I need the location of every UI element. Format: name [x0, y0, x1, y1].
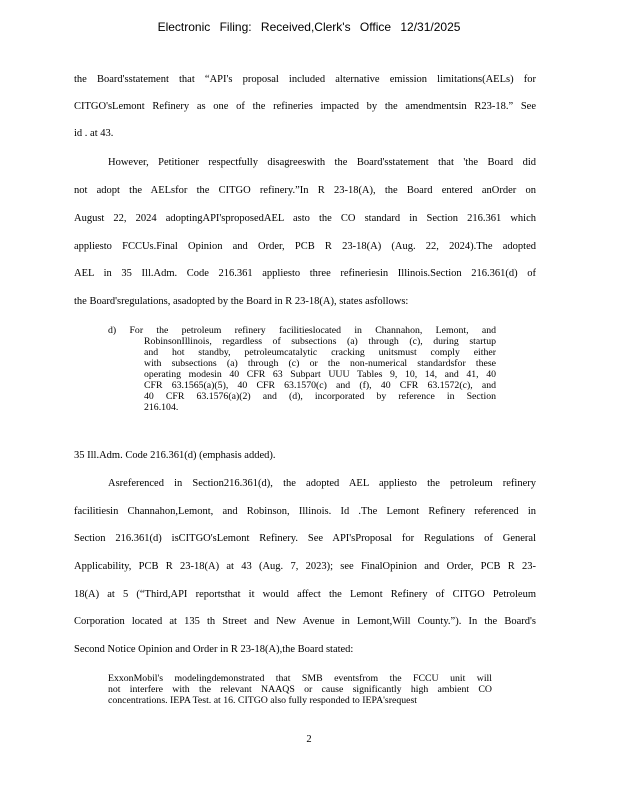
block-quote-line: with subsections (a) through (c) or the non-numerical standardsfor these	[144, 358, 496, 369]
filing-header: Electronic Filing: Received,Clerk's Office 12/31/2025	[157, 20, 461, 34]
block-quote-line: concentrations. IEPA Test. at 16. CITGO also fully responded to IEPA'srequest	[108, 695, 418, 706]
block-quote-line: 216.104.	[144, 402, 179, 413]
body-line: id . at 43.	[74, 128, 114, 139]
block-quote-line: not interfere with the relevant NAAQS or cause significantly high ambient CO	[108, 684, 492, 695]
body-line: 18(A) at 5 (“Third,API reportsthat it would affect the Lemont Refinery of CITGO Petroleum	[74, 589, 536, 600]
page-number: 2	[306, 734, 312, 745]
body-line: Asreferenced in Section216.361(d), the adopted AEL appliesto the petroleum refinery	[108, 478, 536, 489]
body-line: Second Notice Opinion and Order in R 23-18(A),the Board stated:	[74, 644, 354, 655]
body-line: Corporation located at 135 th Street and New Avenue in Lemont,Will County.”). In the Board's	[74, 616, 536, 627]
block-quote-line: ExxonMobil's modelingdemonstrated that SMB eventsfrom the FCCU unit will	[108, 673, 492, 684]
block-quote-line: and hot standby, petroleumcatalytic cracking unitsmust comply either	[144, 347, 496, 358]
block-quote-line: RobinsonIllinois, regardless of subsections (a) through (c), during startup	[144, 336, 496, 347]
body-line: August 22, 2024 adoptingAPI'sproposedAEL asto the CO standard in Section 216.361 which	[74, 213, 536, 224]
body-line: Applicability, PCB R 23-18(A) at 43 (Aug. 7, 2023); see FinalOpinion and Order, PCB R 23-	[74, 561, 536, 572]
body-line: the Board'sstatement that “API's proposal included alternative emission limitations(AELs) for	[74, 74, 536, 85]
body-line: AEL in 35 Ill.Adm. Code 216.361 appliesto three refineriesin Illinois.Section 216.361(d) of	[74, 268, 536, 279]
block-quote-line: 40 CFR 63.1576(a)(2) and (d), incorporated by reference in Section	[144, 391, 496, 402]
body-line: the Board'sregulations, asadopted by the Board in R 23-18(A), states asfollows:	[74, 296, 409, 307]
body-line: However, Petitioner respectfully disagreeswith the Board'sstatement that 'the Board did	[108, 157, 536, 168]
citation-line: 35 Ill.Adm. Code 216.361(d) (emphasis added).	[74, 450, 276, 461]
block-quote-line: operating modesin 40 CFR 63 Subpart UUU Tables 9, 10, 14, and 41, 40	[144, 369, 496, 380]
body-line: not adopt the AELsfor the CITGO refinery.”In R 23-18(A), the Board entered anOrder on	[74, 185, 536, 196]
body-line: CITGO'sLemont Refinery as one of the refineries impacted by the amendmentsin R23-18.” See	[74, 101, 536, 112]
block-quote-line: CFR 63.1565(a)(5), 40 CFR 63.1570(c) and (f), 40 CFR 63.1572(c), and	[144, 380, 496, 391]
body-line: appliesto FCCUs.Final Opinion and Order, PCB R 23-18(A) (Aug. 22, 2024).The adopted	[74, 241, 536, 252]
body-line: Section 216.361(d) isCITGO'sLemont Refinery. See API'sProposal for Regulations of General	[74, 533, 536, 544]
block-quote-line: d) For the petroleum refinery facilitieslocated in Channahon, Lemont, and	[108, 325, 496, 336]
body-line: facilitiesin Channahon,Lemont, and Robinson, Illinois. Id .The Lemont Refinery referenced in	[74, 506, 536, 517]
